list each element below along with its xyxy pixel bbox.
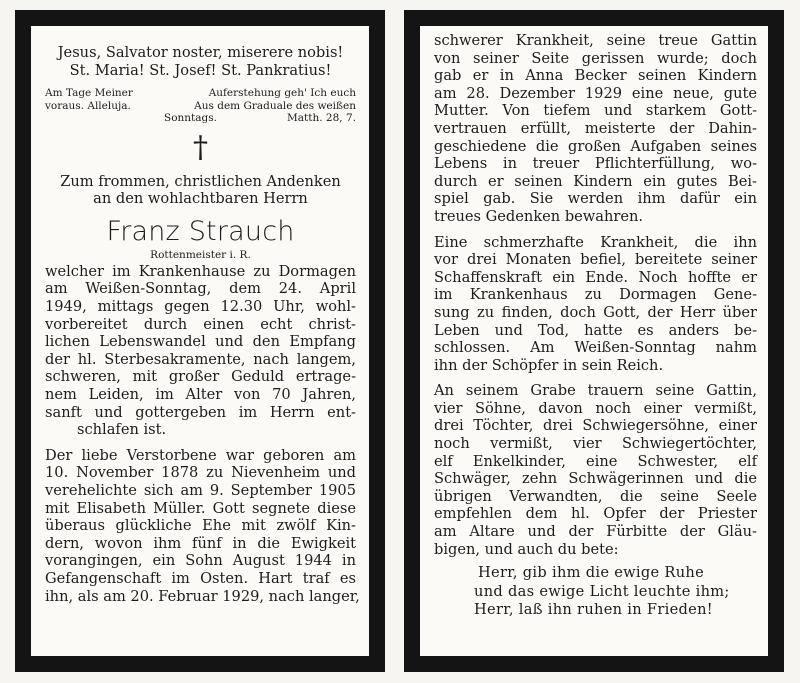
quote-text: voraus. Alleluja.: [45, 99, 131, 112]
text-line: lichen Lebenswandel und den Empfang: [45, 333, 356, 351]
text-line: am Altare und der Fürbitte der Gläu-: [434, 523, 757, 541]
invocation-line: St. Maria! St. Josef! St. Pankratius!: [69, 61, 332, 79]
biography-paragraph: [45, 446, 360, 605]
text-line: drei Töchter, drei Schwiegersöhne, einer: [434, 417, 757, 435]
text-line: verehelichte sich am 9. September 1905: [45, 482, 356, 499]
text-line: vorbereitet durch einen echt christ-: [45, 315, 356, 333]
text-line: dern, wovon ihm fünf in die Ewigkeit: [45, 534, 356, 552]
text-line: im Krankenhaus zu Dormagen Gene-: [434, 286, 757, 304]
text-line: 1949, mittags gegen 12.30 Uhr, wohl-: [45, 298, 356, 316]
bible-quote: [45, 87, 356, 125]
text-line: Schaffenskraft ein Ende. Noch hoffte er: [434, 268, 757, 286]
text-line: am Weißen-Sonntag, dem 24. April: [45, 280, 356, 298]
death-paragraph: [45, 263, 356, 439]
deceased-name: Franz Strauch: [106, 215, 295, 247]
text-line: Lebens in treuer Pflichterfüllung, wo-: [434, 155, 757, 173]
quote-reference: Matth. 28, 7.: [287, 112, 356, 125]
text-line: empfehlen dem hl. Opfer der Priester: [434, 505, 757, 523]
text-line: ihn, als am 20. Februar 1929, nach langer,: [45, 587, 360, 605]
quote-text: Am Tage Meiner: [45, 87, 133, 100]
text-line: noch vermißt, vier Schwiegertöchter,: [434, 435, 757, 453]
text-line: schwerer Krankheit, seine treue Gattin: [434, 32, 757, 49]
text-line: der hl. Sterbesakramente, nach langem,: [45, 350, 356, 368]
text-line: An seinem Grabe trauern seine Gattin,: [434, 382, 757, 400]
text-line: Eine schmerzhafte Krankheit, die ihn: [434, 233, 757, 251]
intro: [45, 173, 356, 208]
text-line: durch er seinen Kindern ein gutes Bei-: [434, 172, 757, 190]
text-line: schlafen ist.: [77, 421, 167, 439]
mourners-paragraph: [434, 382, 757, 558]
text-line: welcher im Krankenhause zu Dormagen: [45, 262, 356, 280]
text-line: schweren, mit großer Geduld ertrage-: [45, 368, 356, 386]
left-card-page: [31, 26, 369, 656]
intro-line: an den wohlachtbaren Herrn: [93, 190, 308, 208]
text-line: elf Enkelkinder, eine Schwester, elf: [434, 452, 757, 470]
text-line: geschiedene die großen Aufgaben seines: [434, 137, 757, 155]
text-line: von seiner Seite gerissen wurde; doch: [434, 49, 757, 67]
text-line: schlossen. Am Weißen-Sonntag nahm: [434, 339, 757, 357]
text-line: 10. November 1878 zu Nievenheim und: [45, 464, 356, 482]
prayer-line: Herr, laß ihn ruhen in Frieden!: [474, 601, 713, 619]
right-card-page: [420, 26, 768, 656]
family-paragraph: [434, 32, 757, 226]
text-line: sung zu finden, doch Gott, der Herr über: [434, 303, 757, 321]
cross-icon: †: [193, 129, 208, 165]
text-line: vor drei Monaten befiel, bereitete seiner: [434, 251, 757, 269]
text-line: nem Leiden, im Alter von 70 Jahren,: [45, 386, 356, 404]
intro-line: Zum frommen, christlichen Andenken: [60, 172, 341, 190]
text-line: bigen, und auch du bete:: [434, 540, 619, 558]
text-line: überaus glückliche Ehe mit zwölf Kin-: [45, 517, 356, 535]
text-line: vertrauen erfüllt, meisterte der Dahin-: [434, 119, 757, 137]
text-line: sanft und gottergeben im Herrn ent-: [45, 403, 356, 421]
right-card: [404, 10, 784, 672]
text-line: Der liebe Verstorbene war geboren am: [45, 446, 356, 464]
prayer-line: und das ewige Licht leuchte ihm;: [474, 582, 730, 600]
text-line: gab er in Anna Becker seinen Kindern: [434, 67, 757, 85]
left-card: [15, 10, 385, 672]
quote-source: Aus dem Graduale des weißen: [194, 99, 356, 112]
quote-text: Auferstehung geh' Ich euch: [208, 87, 356, 100]
invocation-line: Jesus, Salvator noster, miserere nobis!: [57, 44, 344, 61]
invocation: [45, 44, 356, 79]
text-line: Schwäger, zehn Schwägerinnen und die: [434, 470, 757, 488]
text-line: spiel gab. Sie werden ihm dafür ein: [434, 190, 757, 208]
text-line: übrigen Verwandten, die seine Seele: [434, 487, 757, 505]
closing-prayer: [434, 564, 757, 620]
text-line: vier Söhne, davon noch einer vermißt,: [434, 399, 757, 417]
quote-source: Sonntags.: [164, 112, 217, 125]
text-line: ihn der Schöpfer in sein Reich.: [434, 356, 664, 374]
text-line: Leben und Tod, hatte es anders be-: [434, 321, 757, 339]
illness-paragraph: [434, 234, 757, 375]
text-line: am 28. Dezember 1929 eine neue, gute: [434, 84, 757, 102]
text-line: Gefangenschaft im Osten. Hart traf es: [45, 569, 356, 587]
text-line: vorangingen, ein Sohn August 1944 in: [45, 552, 356, 570]
text-line: mit Elisabeth Müller. Gott segnete diese: [45, 499, 356, 517]
prayer-line: Herr, gib ihm die ewige Ruhe: [478, 564, 705, 582]
text-line: treues Gedenken bewahren.: [434, 207, 644, 225]
text-line: Mutter. Von tiefem und starkem Gott-: [434, 102, 757, 120]
deceased-rank: Rottenmeister i. R.: [150, 248, 251, 261]
